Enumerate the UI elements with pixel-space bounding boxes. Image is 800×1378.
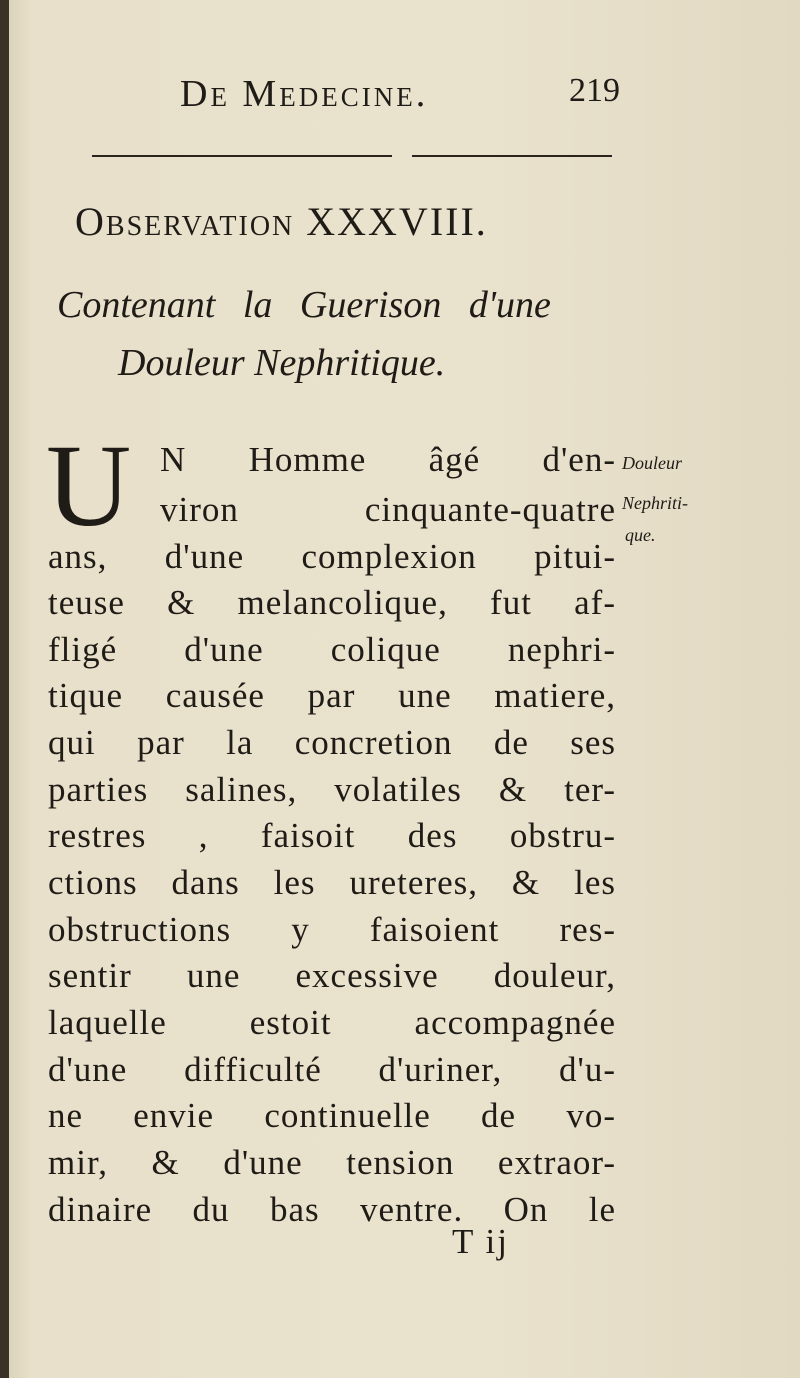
margin-note-line-2: Nephriti- bbox=[622, 493, 688, 513]
body-line: obstructions y faisoient res- bbox=[48, 910, 616, 949]
page-number: 219 bbox=[569, 72, 620, 109]
body-line: ctions dans les ureteres, & les bbox=[48, 863, 616, 902]
body-line: sentir une excessive douleur, bbox=[48, 956, 616, 995]
body-line: viron cinquante-quatre bbox=[160, 490, 616, 529]
running-head bbox=[170, 72, 620, 122]
body-line: ne envie continuelle de vo- bbox=[48, 1096, 616, 1135]
body-line: d'une difficulté d'uriner, d'u- bbox=[48, 1050, 616, 1089]
body-line: laquelle estoit accompagnée bbox=[48, 1003, 616, 1042]
observation-subtitle-line-1: Contenant la Guerison d'une bbox=[57, 284, 551, 326]
catchword: T ij bbox=[452, 1222, 509, 1261]
margin-note-line-1: Douleur bbox=[622, 453, 682, 473]
margin-note-line-3: que. bbox=[625, 525, 656, 545]
observation-heading: Observation XXXVIII. bbox=[75, 199, 488, 244]
header-rule-right bbox=[412, 155, 612, 157]
header-rule-left bbox=[92, 155, 392, 157]
body-line: qui par la concretion de ses bbox=[48, 723, 616, 762]
body-line: N Homme âgé d'en- bbox=[160, 440, 616, 479]
drop-cap: U bbox=[46, 420, 132, 551]
body-line: mir, & d'une tension extraor- bbox=[48, 1143, 616, 1182]
body-line: restres , faisoit des obstru- bbox=[48, 816, 616, 855]
body-line: tique causée par une matiere, bbox=[48, 676, 616, 715]
body-line: ans, d'une complexion pitui- bbox=[48, 537, 616, 576]
page-gutter-edge bbox=[0, 0, 9, 1378]
body-line: fligé d'une colique nephri- bbox=[48, 630, 616, 669]
body-line: parties salines, volatiles & ter- bbox=[48, 770, 616, 809]
observation-subtitle-line-2: Douleur Nephritique. bbox=[118, 342, 446, 384]
body-line: teuse & melancolique, fut af- bbox=[48, 583, 616, 622]
body-line: dinaire du bas ventre. On le bbox=[48, 1190, 616, 1229]
running-head-title: De Medecine. bbox=[180, 73, 429, 115]
